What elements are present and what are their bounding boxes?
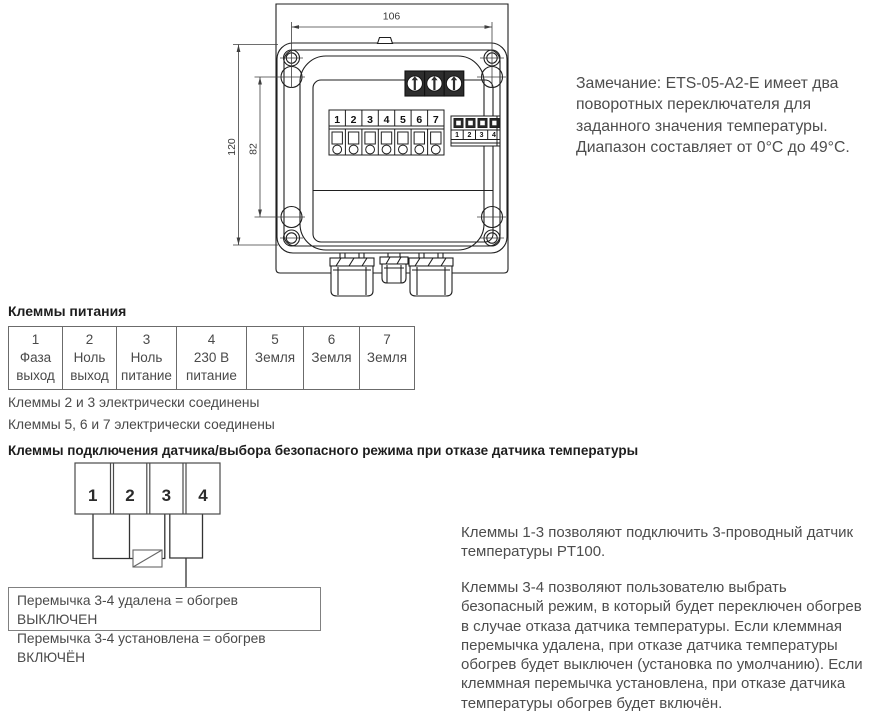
jumper-note-line: Перемычка 3-4 удалена = обогрев ВЫКЛЮЧЕН [17, 593, 239, 627]
sensor-paragraph-2: Клеммы 3-4 позволяют пользователю выбрать безопасный режим, в который будет переключен обогрев в случае отказа датчика температуры. Если клеммная перемычка удалена, при отказе датчика температуры обогрев будет выключен (установка по умолчанию). Если клеммная перемычка установлена, при отказе датчика температуры обогрев будет включён. [461, 579, 863, 712]
rotary-switch-icon [425, 71, 445, 96]
pt100-sensor-symbol [133, 550, 162, 567]
lid-tab [378, 38, 393, 44]
power-cell-3: 3 Ноль питание [117, 327, 177, 390]
power-cell-6: 6 Земля [304, 327, 360, 390]
sensor-paragraph-1: Клеммы 1-3 позволяют подключить 3-проводный датчик температуры PT100. [461, 524, 854, 561]
note-line: Замечание: ETS-05-A2-E имеет два [576, 75, 839, 92]
sensor-block-num: 3 [479, 132, 484, 139]
enclosure-drawing [0, 0, 560, 300]
sensor-terminal-num: 4 [198, 486, 208, 505]
jumper-note-line: Перемычка 3-4 установлена = обогрев ВКЛЮЧЁН [17, 631, 266, 665]
power-cell-4: 4 230 В питание [177, 327, 247, 390]
note-line: Диапазон составляет от 0°C до 49°C. [576, 138, 850, 156]
power-block-num: 7 [432, 113, 439, 126]
power-block-num: 4 [383, 113, 390, 126]
power-note-1: Клеммы 2 и 3 электрически соединены [8, 395, 260, 410]
dim-hole-spacing-label: 82 [247, 143, 260, 155]
power-cell-7: 7 Земля [360, 327, 415, 390]
power-note-2: Клеммы 5, 6 и 7 электрически соединены [8, 417, 275, 432]
cable-gland-left [330, 253, 374, 296]
power-cell-5: 5 Земля [247, 327, 304, 390]
sensor-terminal-num: 2 [125, 486, 135, 505]
cable-gland-right [409, 253, 453, 296]
sensor-terminals-heading: Клеммы подключения датчика/выбора безопасного режима при отказе датчика температуры [8, 443, 639, 458]
power-terminals-heading: Клеммы питания [8, 303, 127, 319]
power-cell-1: 1 Фаза выход [9, 327, 63, 390]
power-cell-2: 2 Ноль выход [63, 327, 117, 390]
sensor-block-num: 2 [467, 132, 472, 139]
sensor-block-num: 4 [491, 132, 496, 139]
rotary-switch-icon [405, 71, 425, 96]
sensor-terminal-block [451, 116, 500, 146]
dim-width-label: 106 [382, 10, 401, 23]
note-paragraph [576, 73, 876, 158]
power-block-num: 3 [367, 113, 374, 126]
dim-height-label: 120 [226, 138, 238, 156]
power-block-num: 2 [350, 113, 357, 126]
jumper-note-box [8, 587, 321, 665]
note-line: заданного значения температуры. [576, 117, 828, 135]
power-block-num: 5 [399, 113, 406, 126]
sensor-terminal-num: 3 [161, 486, 172, 505]
sensor-block-num: 1 [455, 132, 460, 139]
power-block-num: 6 [416, 113, 423, 126]
rotary-switches [405, 71, 464, 96]
cable-gland-middle [380, 253, 408, 283]
rotary-switch-icon [444, 71, 464, 96]
power-terminals-table [8, 326, 415, 390]
power-block-num: 1 [334, 113, 341, 126]
note-line: поворотных переключателя для [576, 96, 812, 114]
sensor-terminal-num: 1 [87, 486, 98, 505]
